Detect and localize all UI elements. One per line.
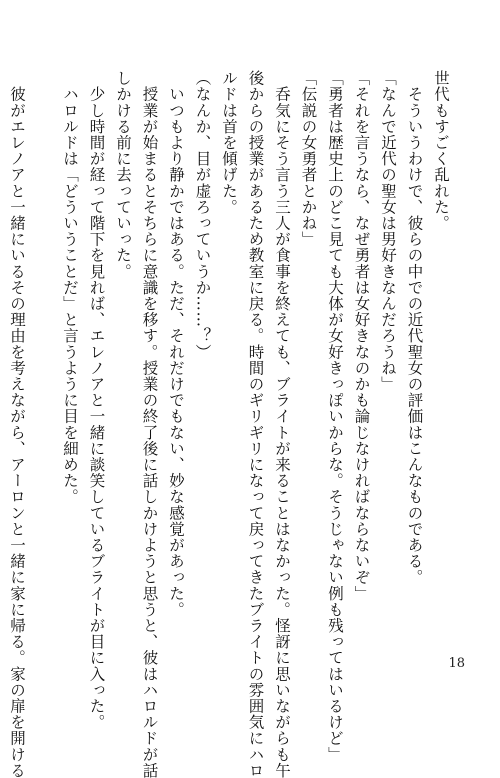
text-line: （なんか、目が虚ろっていうか……？） [193,70,212,360]
text-line: 世代もすごく乱れた。 [432,70,450,231]
text-line: しかける前に去っていった。 [114,70,132,280]
text-line: 呑気にそう言う三人が食事を終えても、ブライトが来ることはなかった。怪訝に思いながらも午 [273,70,291,778]
text-line: 後からの授業があるため教室に戻る。時間のギリギリになって戻ってきたブライトの雰囲気にハロ [246,70,265,778]
text-line: 授業が始まるとそちらに意識を移す。授業の終了後に話しかけようと思うと、彼はハロルドが話 [140,70,159,778]
text-line: 「それを言うなら、なぜ勇者は女好きなのかも論じなければならないぞ」 [352,70,371,602]
text-line: ハロルドは「どういうことだ」と言うように目を細めた。 [61,70,79,505]
page-number: 18 [448,656,465,671]
text-line: 「伝説の女勇者とかね」 [299,70,318,248]
text-line: 「なんで近代の聖女は男好きなんだろうね」 [379,70,397,392]
text-line: 彼がエレノアと一緒にいるその理由を考えながら、アーロンと一緒に家に帰る。家の扉を開ける [8,70,26,778]
vertical-text-body [4,70,455,778]
text-line: そういうわけで、彼らの中での近代聖女の評価はこんなものである。 [405,70,424,586]
text-line: 「勇者は歴史上のどこ見ても大体が女好きっぽいからな。そうじゃない例も残ってはいるけど」 [326,70,344,763]
text-line: 少し時間が経って階下を見れば、エレノアと一緒に談笑しているブライトが目に入った。 [87,70,106,731]
text-line: いつもより静かではある。ただ、それだけでもない、妙な感覚があった。 [167,70,185,618]
text-line: ルドは首を傾げた。 [220,70,238,215]
blank-line [30,70,57,630]
